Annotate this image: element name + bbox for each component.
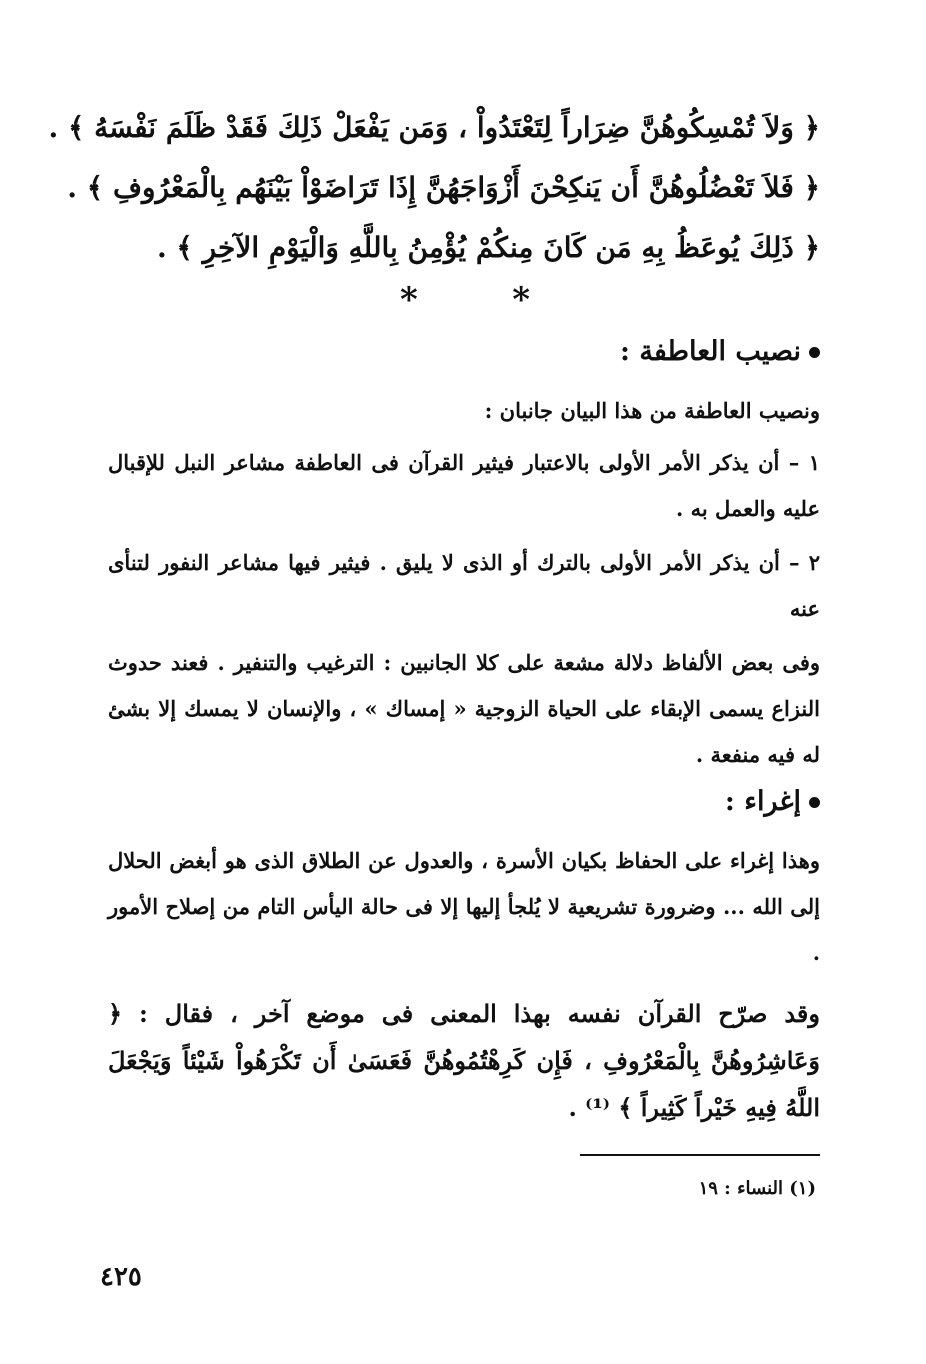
body-paragraph-words: وفى بعض الألفاظ دلالة مشعة على كلا الجانبين : الترغيب والتنفير . فعند حدوث النزاع يسمى الإبقاء على الحياة الزوجية « إمساك » ، والإنسان لا يمسك إلا بشئ له فيه منفعة . [108, 650, 820, 767]
body-paragraph-quran: وقد صرّح القرآن نفسه بهذا المعنى فى موضع آخر ، فقال : ﴿ وَعَاشِرُوهُنَّ بِالْمَعْرُوفِ ، فَإِن كَرِهْتُمُوهُنَّ فَعَسَىٰ أَن تَكْرَهُواْ شَيْئاً وَيَجْعَلَ اللَّهُ فِيهِ خَيْراً كَثِيراً ﴾ ⁽¹⁾ . [108, 999, 820, 1122]
list-item-1: ١ – أن يذكر الأمر الأولى بالاعتبار فيثير القرآن فى العاطفة مشاعر النبل للإقبال عليه والعمل به . [108, 450, 820, 521]
quran-verse-1: ﴿ وَلاَ تُمْسِكُوهُنَّ ضِرَاراً لِتَعْتَدُواْ ، وَمَن يَفْعَلْ ذَلِكَ فَقَدْ ظَلَمَ نَفْسَهُ ﴾ . [48, 111, 820, 144]
heading-text: نصيب العاطفة : [620, 336, 801, 367]
separator-star: * [512, 280, 530, 320]
footnote: (١) النساء : ١٩ [698, 1178, 816, 1199]
intro-paragraph: ونصيب العاطفة من هذا البيان جانبان : [484, 398, 820, 423]
quran-verse-3: ﴿ ذَلِكَ يُوعَظُ بِهِ مَن كَانَ مِنكُمْ يُؤْمِنُ بِاللَّهِ وَالْيَوْمِ الآخِرِ ﴾ . [156, 231, 820, 264]
separator-star: * [400, 280, 418, 320]
body-paragraph-incentive: وهذا إغراء على الحفاظ بكيان الأسرة ، والعدول عن الطلاق الذى هو أبغض الحلال إلى الله ... وضرورة تشريعية لا يُلجأ إليها إلا فى حالة اليأس التام من إصلاح الأمور . [108, 848, 820, 965]
bullet-icon [809, 797, 820, 808]
page-number: ٤٢٥ [100, 1262, 142, 1292]
footnote-divider [580, 1154, 820, 1156]
bullet-icon [809, 347, 820, 358]
section-heading-incentive [725, 786, 820, 817]
section-separator [400, 280, 530, 320]
heading-text: إغراء : [724, 786, 801, 817]
list-item-2: ٢ – أن يذكر الأمر الأولى بالترك أو الذى لا يليق . فيثير فيها مشاعر النفور لتنأى عنه [108, 550, 820, 621]
quran-verse-2: ﴿ فَلاَ تَعْضُلُوهُنَّ أَن يَنكِحْنَ أَزْوَاجَهُنَّ إِذَا تَرَاضَوْاْ بَيْنَهُم بِالْمَعْرُوفِ ﴾ . [67, 171, 820, 204]
section-heading-emotion [620, 336, 820, 367]
